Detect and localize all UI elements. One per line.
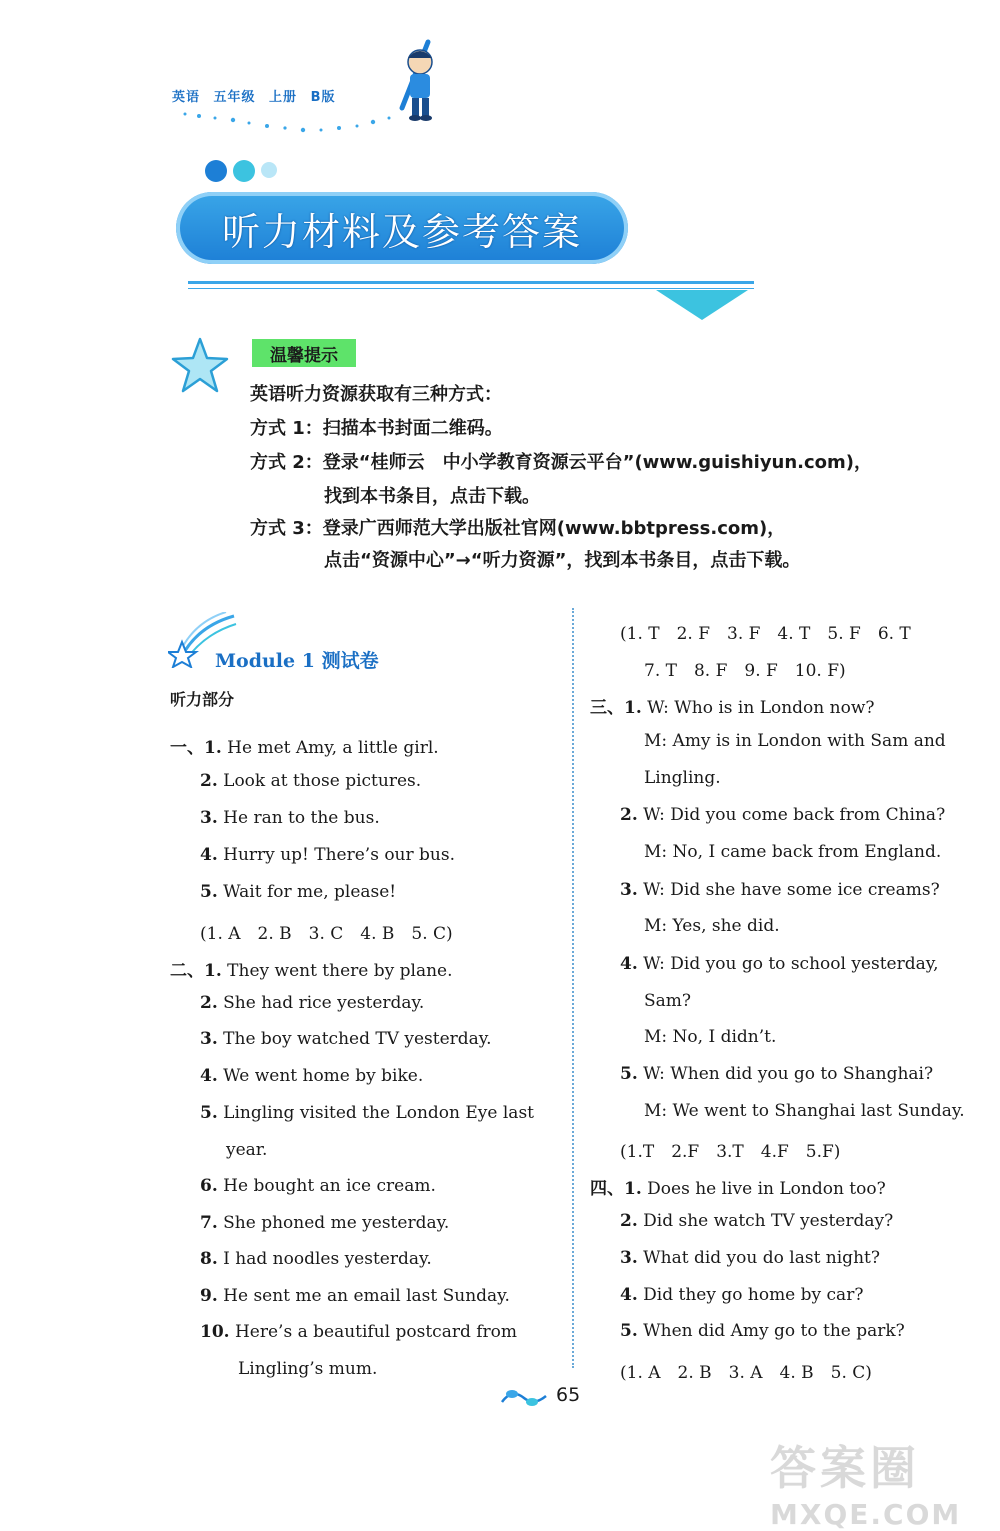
- item-text: He met Amy, a little girl.: [227, 738, 439, 758]
- item-text: M: No, I didn’t.: [644, 1027, 777, 1047]
- item-text: Lingling.: [644, 768, 721, 788]
- answer-line: [644, 656, 846, 681]
- item-text: Sam?: [644, 991, 692, 1011]
- item-number: 4.: [200, 845, 218, 865]
- item-text: She phoned me yesterday.: [223, 1213, 450, 1233]
- answer-line: [200, 1213, 449, 1233]
- tip-tag: 温馨提示: [252, 339, 356, 367]
- item-text: Did they go home by car?: [643, 1285, 864, 1305]
- item-text: M: No, I came back from England.: [644, 842, 942, 862]
- item-text: Lingling’s mum.: [238, 1359, 378, 1379]
- item-number: 1.: [204, 738, 222, 758]
- tip-line-method-2: 方式 2：登录“桂师云 中小学教育资源云平台”(www.guishiyun.com)，: [250, 452, 873, 473]
- item-number: 3.: [620, 880, 638, 900]
- item-text: They went there by plane.: [227, 961, 453, 981]
- boy-with-pen-illustration: [380, 38, 450, 123]
- item-text: M: Yes, she did.: [644, 916, 780, 936]
- item-text: I had noodles yesterday.: [223, 1249, 432, 1269]
- item-text: The boy watched TV yesterday.: [223, 1029, 492, 1049]
- answer-line: [620, 1285, 863, 1305]
- book-label: 英语 五年级 上册 B版: [172, 90, 336, 105]
- item-text: Wait for me, please!: [223, 882, 397, 902]
- answer-line: [644, 991, 691, 1011]
- answer-line: [644, 1101, 965, 1121]
- tip-line-method-3-cont: 点击“资源中心”→“听力资源”，找到本书条目，点击下载。: [324, 550, 801, 571]
- item-text: Lingling visited the London Eye last: [223, 1103, 534, 1123]
- item-number: 1.: [624, 1179, 642, 1199]
- banner-title: 听力材料及参考答案: [221, 209, 582, 254]
- item-number: 3.: [200, 808, 218, 828]
- item-text: (1.T 2.F 3.T 4.F 5.F): [620, 1142, 841, 1162]
- answer-line: [644, 916, 780, 936]
- module-title: [215, 646, 379, 673]
- item-text: He ran to the bus.: [223, 808, 380, 828]
- section-banner: [176, 192, 628, 264]
- item-text: She had rice yesterday.: [223, 993, 425, 1013]
- item-number: 3.: [620, 1248, 638, 1268]
- item-text: Does he live in London too?: [647, 1179, 886, 1199]
- answer-line: [620, 1248, 880, 1268]
- item-number: 1.: [624, 698, 642, 718]
- item-text: Did she watch TV yesterday?: [643, 1211, 894, 1231]
- item-text: 7. T 8. F 9. F 10. F): [644, 661, 846, 681]
- answer-line: [226, 1140, 267, 1160]
- answer-line: [644, 1027, 776, 1047]
- item-number: 4.: [200, 1066, 218, 1086]
- answer-line: [200, 808, 380, 828]
- star-icon: [170, 336, 230, 396]
- item-text: When did Amy go to the park?: [643, 1321, 905, 1341]
- item-number: 2.: [200, 771, 218, 791]
- item-number: 2.: [620, 1211, 638, 1231]
- answer-line: [590, 1174, 886, 1199]
- answer-line: [620, 954, 939, 974]
- triangle-marker: [656, 290, 748, 320]
- answer-line: [200, 993, 424, 1013]
- answer-line: [620, 1358, 872, 1383]
- item-number: 5.: [620, 1064, 638, 1084]
- section-number: 四、: [590, 1179, 624, 1199]
- item-text: We went home by bike.: [223, 1066, 424, 1086]
- item-text: He bought an ice cream.: [223, 1176, 436, 1196]
- module-title-en: Module 1: [215, 650, 315, 672]
- item-number: 10.: [200, 1322, 230, 1342]
- item-text: He sent me an email last Sunday.: [223, 1286, 510, 1306]
- item-number: 9.: [200, 1286, 218, 1306]
- module-title-cn: 测试卷: [321, 650, 379, 672]
- answer-line: [620, 619, 911, 644]
- item-number: 3.: [200, 1029, 218, 1049]
- answer-line: [200, 1176, 436, 1196]
- item-number: 4.: [620, 954, 638, 974]
- item-number: 1.: [204, 961, 222, 981]
- item-text: W: Did you come back from China?: [643, 805, 946, 825]
- answer-line: [200, 882, 396, 902]
- sparkle-trail-decoration: [175, 108, 415, 138]
- item-number: 2.: [200, 993, 218, 1013]
- answer-line: [644, 842, 941, 862]
- tip-line-intro: 英语听力资源获取有三种方式：: [250, 384, 502, 405]
- answer-line: [238, 1359, 377, 1379]
- answer-line: [200, 1066, 423, 1086]
- answer-line: [200, 1286, 510, 1306]
- section-number: 一、: [170, 738, 204, 758]
- watermark-top: 答案圈: [770, 1441, 920, 1495]
- item-number: 7.: [200, 1213, 218, 1233]
- answer-line: [620, 1321, 905, 1341]
- answer-line: [620, 1064, 933, 1084]
- item-text: Hurry up! There’s our bus.: [223, 845, 455, 865]
- answer-line: [170, 956, 453, 981]
- watermark: [770, 1432, 990, 1531]
- answer-line: [200, 1322, 517, 1342]
- item-text: Here’s a beautiful postcard from: [234, 1322, 518, 1342]
- item-number: 5.: [200, 882, 218, 902]
- item-text: M: Amy is in London with Sam and: [644, 731, 946, 751]
- item-number: 5.: [620, 1321, 638, 1341]
- section-label: 听力部分: [170, 690, 235, 709]
- answer-line: [590, 693, 875, 718]
- answer-line: [200, 1249, 432, 1269]
- answer-line: [200, 845, 455, 865]
- answer-line: [200, 919, 453, 944]
- item-number: 4.: [620, 1285, 638, 1305]
- answer-line: [620, 1137, 840, 1162]
- item-number: 2.: [620, 805, 638, 825]
- answer-line: [620, 880, 940, 900]
- banner-rule: [188, 281, 754, 284]
- answer-line: [170, 733, 439, 758]
- answer-line: [644, 731, 946, 751]
- item-number: 8.: [200, 1249, 218, 1269]
- page-number: 65: [556, 1384, 581, 1406]
- item-text: What did you do last night?: [643, 1248, 880, 1268]
- section-number: 三、: [590, 698, 624, 718]
- item-number: 5.: [200, 1103, 218, 1123]
- leaf-ornament-icon: [498, 1384, 550, 1410]
- item-text: Look at those pictures.: [223, 771, 422, 791]
- answer-line: [200, 1103, 534, 1123]
- item-text: W: Who is in London now?: [647, 698, 875, 718]
- item-text: W: Did you go to school yesterday,: [643, 954, 939, 974]
- item-text: (1. A 2. B 3. A 4. B 5. C): [620, 1363, 872, 1383]
- item-text: (1. A 2. B 3. C 4. B 5. C): [200, 924, 453, 944]
- item-text: W: When did you go to Shanghai?: [643, 1064, 934, 1084]
- banner-rule-thin: [188, 288, 754, 289]
- section-number: 二、: [170, 961, 204, 981]
- answer-line: [200, 771, 421, 791]
- answer-line: [620, 1211, 893, 1231]
- item-text: W: Did she have some ice creams?: [643, 880, 940, 900]
- item-text: (1. T 2. F 3. F 4. T 5. F 6. T: [620, 624, 911, 644]
- tip-line-method-1: 方式 1：扫描本书封面二维码。: [250, 418, 503, 439]
- answer-line: [200, 1029, 492, 1049]
- watermark-bottom: MXQE.COM: [770, 1498, 962, 1531]
- answer-line: [620, 805, 945, 825]
- tip-line-method-2-cont: 找到本书条目，点击下载。: [324, 486, 540, 507]
- answer-line: [644, 768, 721, 788]
- item-text: M: We went to Shanghai last Sunday.: [644, 1101, 965, 1121]
- item-number: 6.: [200, 1176, 218, 1196]
- column-divider: [572, 608, 574, 1368]
- tip-line-method-3: 方式 3：登录广西师范大学出版社官网(www.bbtpress.com)，: [250, 518, 786, 539]
- item-text: year.: [226, 1140, 268, 1160]
